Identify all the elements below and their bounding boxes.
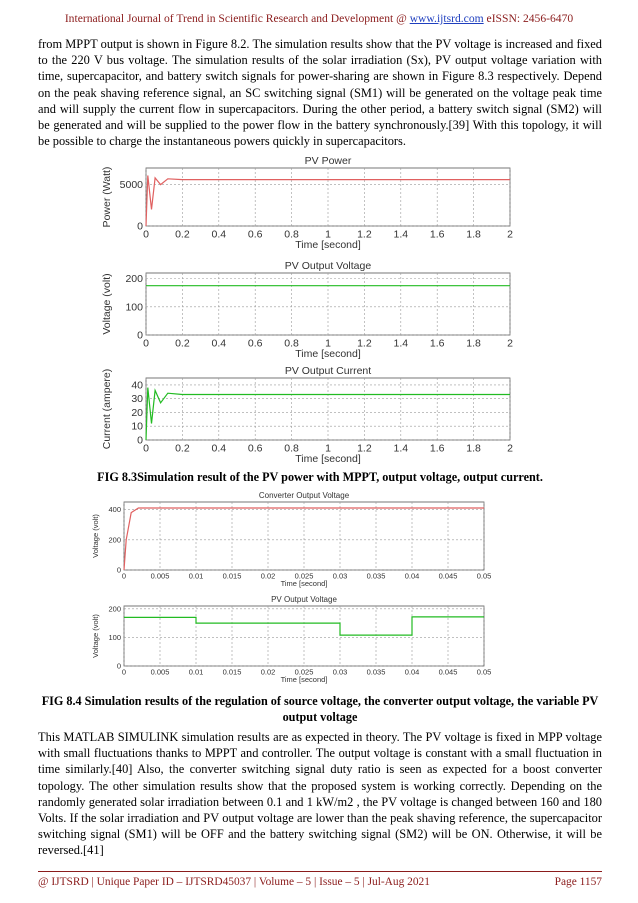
- x-tick-label: 0.015: [222, 667, 242, 677]
- x-tick-label: 0.05: [476, 571, 492, 581]
- x-tick-label: 0.2: [175, 228, 190, 241]
- x-tick-label: 0.4: [211, 228, 227, 241]
- chart-pv-power: [101, 155, 513, 251]
- x-tick-label: 0.6: [247, 228, 263, 241]
- x-axis-label: Time [second]: [280, 675, 328, 684]
- y-tick-label: 0: [137, 220, 143, 233]
- x-tick-label: 0.035: [366, 667, 386, 677]
- chart-title: Converter Output Voltage: [258, 491, 350, 500]
- chart-converter-output-voltage: [91, 491, 491, 588]
- x-tick-label: 0.6: [247, 337, 263, 350]
- x-axis-label: Time [second]: [295, 348, 361, 360]
- x-tick-label: 0.04: [404, 667, 420, 677]
- figure-8-4: [88, 488, 498, 693]
- x-tick-label: 1: [325, 228, 331, 241]
- x-tick-label: 0: [143, 442, 149, 455]
- y-axis-label: Current (ampere): [101, 368, 113, 450]
- intro-paragraph: from MPPT output is shown in Figure 8.2. The simulation results show that the PV voltage is increased and fixed to the 220 V bus voltage. The simulation results of the solar irradiation (Sx), PV output voltage variation with time, supercapacitor, and battery switch signals for power-sharing are shown in Figure 8.3 respectively. Depend on the peak shaving reference signal, an SC switching signal (SM1) will be generated on the voltage peak time and will supply the current flow in supercapacitors. During the other period, a battery switch signal (SM2) will be generated and will be supplied to the power flow in the battery synchronously.[39] With this topology, it will be possible to charge the instantaneous powers quickly in supercapacitors.: [38, 37, 602, 149]
- chart-pv-output-voltage: [101, 260, 513, 360]
- x-tick-label: 1.2: [357, 228, 372, 241]
- y-axis-label: Voltage (volt): [91, 614, 100, 658]
- x-tick-label: 1.4: [393, 337, 409, 350]
- y-tick-label: 0: [137, 329, 143, 342]
- x-tick-label: 1: [325, 337, 331, 350]
- y-tick-label: 30: [131, 393, 143, 406]
- x-tick-label: 0.025: [294, 667, 314, 677]
- x-tick-label: 0.03: [332, 571, 348, 581]
- x-tick-label: 0.02: [260, 667, 276, 677]
- y-tick-label: 10: [131, 420, 143, 433]
- x-tick-label: 1.8: [466, 442, 481, 455]
- x-tick-label: 1.6: [429, 228, 445, 241]
- x-tick-label: 1.8: [466, 337, 481, 350]
- figure-8-3: [90, 150, 560, 465]
- journal-name: International Journal of Trend in Scientific Research and Development @: [64, 12, 410, 25]
- x-axis-label: Time [second]: [295, 453, 361, 465]
- x-tick-label: 0.005: [150, 571, 170, 581]
- y-tick-label: 400: [108, 505, 121, 515]
- y-tick-label: 0: [116, 565, 121, 575]
- x-tick-label: 0: [143, 228, 149, 241]
- x-tick-label: 0.035: [366, 571, 386, 581]
- x-tick-label: 0.8: [284, 337, 299, 350]
- y-axis-label: Voltage (volt): [91, 514, 100, 558]
- x-tick-label: 0.4: [211, 337, 227, 350]
- x-tick-label: 0: [121, 667, 127, 677]
- journal-issn: eISSN: 2456-6470: [483, 12, 574, 25]
- chart-title: PV Output Voltage: [284, 260, 372, 272]
- x-tick-label: 1.4: [393, 228, 409, 241]
- journal-site-link[interactable]: www.ijtsrd.com: [409, 12, 484, 25]
- x-tick-label: 0: [121, 571, 127, 581]
- x-axis-label: Time [second]: [295, 239, 361, 251]
- y-tick-label: 100: [108, 632, 121, 642]
- page-footer: [38, 876, 602, 888]
- x-tick-label: 0.05: [476, 667, 492, 677]
- body-paragraph: This MATLAB SIMULINK simulation results are as expected in theory. The PV voltage is fixed in MPP voltage with small fluctuations thanks to MPPT and controller. The output voltage is constant with a small fluctuation in time similarly.[40] Also, the converter switching signal duty ratio is seen as expected for a boost converter topology. The other simulation results show that the proposed system is working correctly. Depending on the randomly generated solar irradiation between 0.1 and 1 kW/m2 , the PV voltage is changed between 160 and 180 Volts. If the solar irradiation and PV output voltage are lower than the peak shaving reference, the supercapacitor switching signal (SM1) will be OFF and the battery switching signal (SM2) will be ON. Otherwise, it will be reversed.[41]: [38, 730, 602, 858]
- x-tick-label: 2: [507, 228, 513, 241]
- x-tick-label: 1: [325, 442, 331, 455]
- x-tick-label: 0.4: [211, 442, 227, 455]
- y-tick-label: 0: [116, 661, 121, 671]
- x-tick-label: 0.045: [438, 667, 458, 677]
- y-tick-label: 20: [131, 406, 143, 419]
- x-tick-label: 0.015: [222, 571, 242, 581]
- x-tick-label: 1.2: [357, 337, 372, 350]
- y-tick-label: 0: [137, 434, 143, 447]
- x-tick-label: 0.025: [294, 571, 314, 581]
- x-tick-label: 1.6: [429, 337, 445, 350]
- footer-page-number: Page 1157: [554, 876, 602, 888]
- x-tick-label: 0.005: [150, 667, 170, 677]
- chart-pv-output-voltage-2: [91, 595, 491, 684]
- x-tick-label: 0.8: [284, 228, 299, 241]
- fig83-caption: FIG 8.3Simulation result of the PV power with MPPT, output voltage, output current.: [97, 470, 543, 484]
- fig84-caption: FIG 8.4 Simulation results of the regulation of source voltage, the converter output voltage, the variable PV output voltage: [41, 694, 599, 724]
- x-tick-label: 2: [507, 337, 513, 350]
- x-tick-label: 1.2: [357, 442, 372, 455]
- x-tick-label: 0: [143, 337, 149, 350]
- x-tick-label: 0.2: [175, 442, 190, 455]
- y-tick-label: 200: [108, 535, 121, 545]
- x-tick-label: 1.4: [393, 442, 409, 455]
- y-axis-label: Power (Watt): [101, 166, 113, 228]
- x-tick-label: 0.01: [188, 667, 204, 677]
- y-tick-label: 200: [108, 604, 121, 614]
- journal-header: [0, 12, 638, 25]
- x-tick-label: 0.2: [175, 337, 190, 350]
- x-tick-label: 1.8: [466, 228, 481, 241]
- x-tick-label: 0.03: [332, 667, 348, 677]
- chart-title: PV Power: [304, 155, 352, 167]
- footer-paper-info: @ IJTSRD | Unique Paper ID – IJTSRD45037 | Volume – 5 | Issue – 5 | Jul-Aug 2021: [38, 876, 430, 888]
- x-tick-label: 0.8: [284, 442, 299, 455]
- chart-title: PV Output Voltage: [271, 595, 337, 604]
- y-tick-label: 40: [131, 379, 143, 392]
- y-axis-label: Voltage (volt): [101, 273, 113, 335]
- footer-rule: [38, 871, 602, 872]
- x-tick-label: 1.6: [429, 442, 445, 455]
- x-tick-label: 0.045: [438, 571, 458, 581]
- x-tick-label: 0.6: [247, 442, 263, 455]
- y-tick-label: 200: [125, 273, 143, 286]
- x-axis-label: Time [second]: [280, 579, 328, 588]
- chart-title: PV Output Current: [284, 365, 372, 377]
- x-tick-label: 0.04: [404, 571, 420, 581]
- y-tick-label: 100: [125, 301, 143, 314]
- x-tick-label: 0.01: [188, 571, 204, 581]
- y-tick-label: 5000: [119, 179, 143, 192]
- x-tick-label: 2: [507, 442, 513, 455]
- x-tick-label: 0.02: [260, 571, 276, 581]
- chart-pv-output-current: [101, 365, 513, 465]
